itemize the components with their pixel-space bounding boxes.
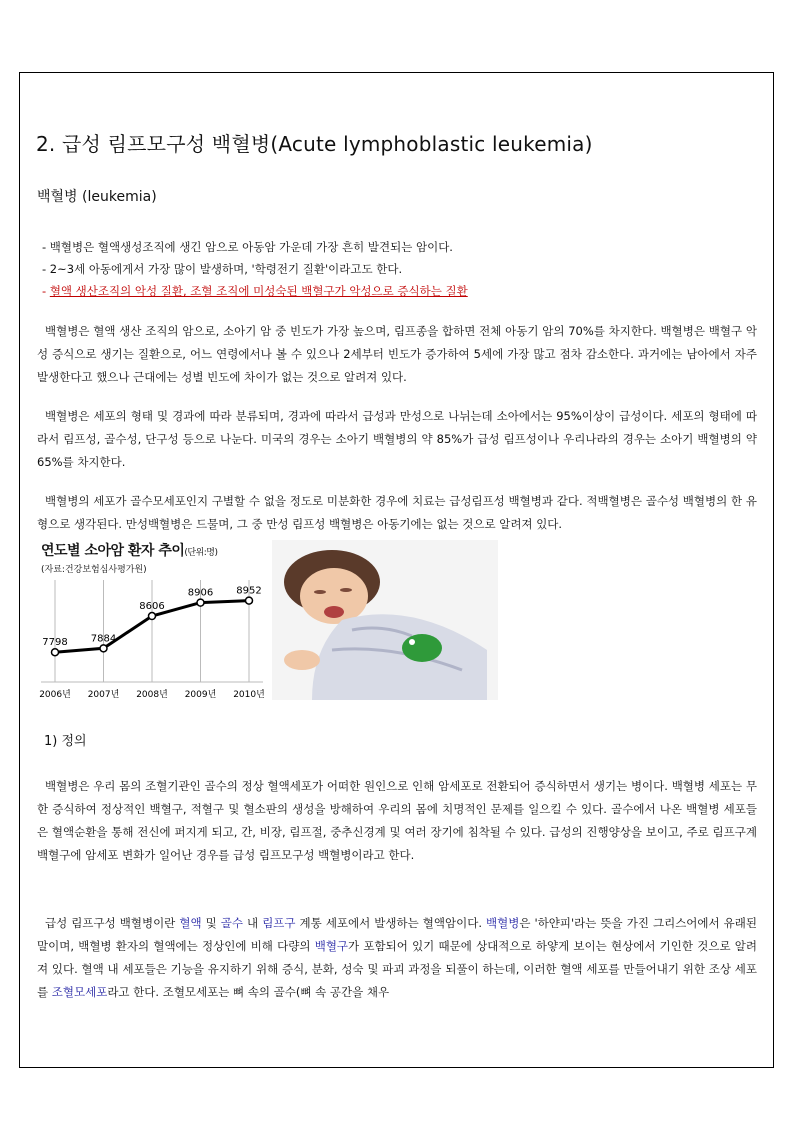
link-white-blood-cell[interactable]: 백혈구 [314,939,349,953]
child-illustration [272,540,498,700]
line-chart [37,540,267,700]
bullet-dash: - [42,284,50,298]
p5-text: 내 [242,916,263,930]
p5-text: 계통 세포에서 발생하는 혈액암이다. [295,916,487,930]
chart-unit: (단위:명) [184,548,218,558]
bullet-red-text: 혈액 생산조직의 악성 질환, 조혈 조직에 미성숙된 백혈구가 악성으로 증식하는 질환 [49,284,468,298]
p5-text: 라고 한다. 조혈모세포는 뼈 속의 골수(뼈 속 공간을 채우 [107,985,390,999]
chart-tick-label: 2007년 [87,690,120,700]
chart-point [197,599,204,606]
bullet-item: - 2~3세 아동에게서 가장 많이 발생하며, '학령전기 질환'이라고도 한다. [42,262,403,276]
paragraph-3: 백혈병의 세포가 골수모세포인지 구별할 수 없을 정도로 미분화한 경우에 치료는 급성림프성 백혈병과 같다. 적백혈병은 골수성 백혈병의 한 유형으로 생각된다. 만성백혈병은 드물며, 그 중 만성 림프성 백혈병은 아동기에는 없는 것으로 알려져 있다. [37,494,757,531]
chart-point [246,597,253,604]
paragraph-4: 백혈병은 우리 몸의 조혈기관인 골수의 정상 혈액세포가 어떠한 원인으로 인해 암세포로 전환되어 증식하면서 생기는 병이다. 백혈병 세포는 무한 증식하여 정상적인 백혈구, 적혈구 및 혈소판의 생성을 방해하여 우리의 몸에 치명적인 문제를 일으킬 수 있다. 골수에서 나온 백혈병 세포들은 혈액순환을 통해 전신에 퍼지게 되고, 간, 비장, 림프절, 중추신경계 및 여러 장기에 침착될 수 있다. 급성의 진행양상을 보이고, 주로 림프구계 백혈구에 암세포 변화가 일어난 경우를 급성 림프모구성 백혈병이라고 한다. [37,779,757,862]
chart-tick-label: 2010년 [233,690,265,700]
chart-title-text: 연도별 소아암 환자 추이 [41,543,185,559]
chart-point [100,645,107,652]
paragraph-1: 백혈병은 혈액 생산 조직의 암으로, 소아기 암 중 빈도가 가장 높으며, 림프종을 합하면 전체 아동기 암의 70%를 차지한다. 백혈병은 백혈구 악성 증식으로 생기는 질환으로, 어느 연령에서나 볼 수 있으나 2세부터 빈도가 증가하여 5세에 가장 많고 점차 감소한다. 과거에는 남아에서 자주 발생한다고 했으나 근대에는 성별 빈도에 차이가 없는 것으로 알려져 있다. [37,324,757,384]
crying-child-photo [272,540,498,700]
paragraph-2: 백혈병은 세포의 형태 및 경과에 따라 분류되며, 경과에 따라서 급성과 만성으로 나뉘는데 소아에서는 95%이상이 급성이다. 세포의 형태에 따라서 림프성, 골수성, 단구성 등으로 나눈다. 미국의 경우는 소아기 백혈병의 약 85%가 급성 림프성이나 우리나라의 경우는 소아기 백혈병의 약 65%를 차지한다. [37,409,757,469]
chart-tick-label: 2008년 [136,690,168,700]
bullet-item: - 백혈병은 혈액생성조직에 생긴 암으로 아동암 가운데 가장 흔히 발견되는 암이다. [42,240,453,254]
link-bone-marrow[interactable]: 골수 [220,916,243,930]
chart-tick-label: 2006년 [39,690,71,700]
chart-data-label: 8606 [139,601,165,613]
bullet-item-highlighted [42,280,468,302]
chart-point [149,613,156,620]
document-title: 2. 급성 림프모구성 백혈병(Acute lymphoblastic leukemia) [36,132,593,156]
link-leukemia[interactable]: 백혈병 [486,916,520,930]
chart-data-label: 7798 [42,637,68,649]
chart-data-label: 7884 [90,633,117,645]
link-hematopoietic-stem-cell[interactable]: 조혈모세포 [51,985,108,999]
chart-data-label: 8952 [236,585,262,597]
link-blood[interactable]: 혈액 [179,916,202,930]
section-heading-definition: 1) 정의 [44,734,87,749]
p5-text: 가 포함되어 있기 때문에 상대적으로 하얗게 보이는 현상에서 기인한 것으로 알려져 있다. 혈액 내 세포들은 기능을 유지하기 위해 증식, 분화, 성숙 및 파괴 과정을 되풀이 하는데, 이러한 혈액 세포를 만들어내기 위한 조상 세포를 [37,939,758,999]
bullet-list [42,236,468,302]
chart-tick-label: 2009년 [184,690,217,700]
chart-data-label: 8906 [187,587,214,599]
paragraph-5 [37,912,757,1004]
section-subtitle: 백혈병 (leukemia) [37,189,157,205]
chart-point [52,649,59,656]
chart-source: (자료:건강보험심사평가원) [41,565,147,575]
chart-svg [37,540,267,700]
p5-text: 은 '하얀피'라는 뜻을 가진 그리스어에서 유래된 말이며, 백혈병 환자의 혈액에는 정상인에 비해 다량의 [37,916,757,953]
link-lymphocyte[interactable]: 림프구 [262,916,296,930]
p5-text: 및 [201,916,221,930]
p5-text: 급성 림프구성 백혈병이란 [45,916,180,930]
